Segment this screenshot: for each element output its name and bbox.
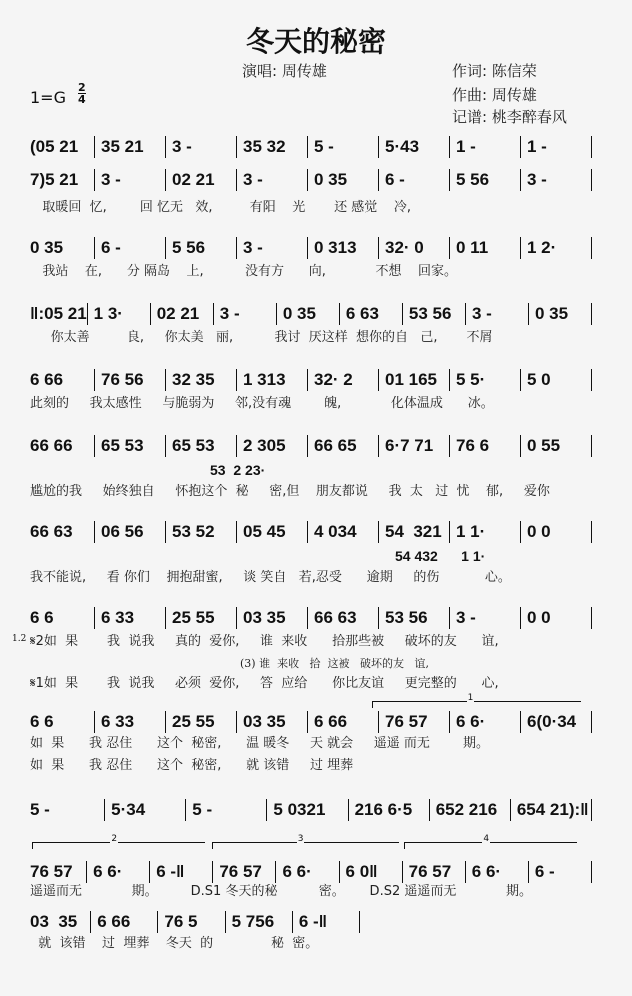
measure: 6 -‖ (293, 911, 360, 933)
measure: 25 55 (166, 711, 237, 733)
measure: 05 45 (237, 521, 308, 543)
measure: 6 66 (308, 711, 379, 733)
staff-row (30, 798, 592, 822)
measure: 216 6·5 (349, 799, 430, 821)
measure: 3 - (237, 169, 308, 191)
verse3-lyrics: (3) 谁 来收 拾 这被 破坏的友 谊, (240, 657, 430, 670)
measure: 3 - (166, 136, 237, 158)
measure: 53 56 (403, 303, 466, 325)
measure: 03 35 (237, 711, 308, 733)
measure: 0 35 (30, 237, 95, 259)
staff-row (30, 135, 592, 159)
lyrics-line: 你太善 良, 你太美 丽, 我讨 厌这样 想你的自 己, 不屑 (30, 330, 493, 345)
measure: 0 313 (308, 237, 379, 259)
measure: 6 -‖ (150, 861, 213, 883)
measure: 35 21 (95, 136, 166, 158)
measure: 0 11 (450, 237, 521, 259)
measure: 76 57 (403, 861, 466, 883)
measure: 2 305 (237, 435, 308, 457)
measure: 3 - (466, 303, 529, 325)
measure: 76 56 (95, 369, 166, 391)
measure: 5 - (30, 799, 105, 821)
measure: 1 - (521, 136, 592, 158)
lyrics-line: 我站 在, 分 隔岛 上, 没有方 向, 不想 回家。 (30, 264, 458, 279)
measure: 6 0‖ (340, 861, 403, 883)
lyrics-line: 我不能说, 看 你们 拥抱甜蜜, 谈 笑自 若,忍受 逾期 的伤 心。 (30, 570, 511, 585)
measure: 5 0 (521, 369, 592, 391)
lyricist-credit: 作词: 陈信荣 (452, 62, 537, 80)
measure: 5·34 (105, 799, 186, 821)
lyrics-line: 取暖回 忆, 回 忆无 效, 有阳 光 还 感觉 冷, (30, 200, 411, 215)
key-signature: 1=G (30, 88, 66, 107)
measure: 66 63 (30, 521, 95, 543)
staff-row (30, 434, 592, 458)
measure: 25 55 (166, 607, 237, 629)
measure: 6·7 71 (379, 435, 450, 457)
measure: 6 33 (95, 711, 166, 733)
measure: 6 66 (30, 369, 95, 391)
measure: 6 63 (340, 303, 403, 325)
measure: 66 63 (308, 607, 379, 629)
measure: 76 57 (30, 861, 87, 883)
measure: 66 65 (308, 435, 379, 457)
measure: 5 756 (226, 911, 293, 933)
volta-number: 2 (111, 834, 118, 844)
time-bottom: 4 (78, 93, 86, 106)
singer-credit: 演唱: 周传雄 (242, 62, 327, 80)
measure: 76 57 (213, 861, 276, 883)
measure: 6 6· (276, 861, 339, 883)
measure: 0 0 (521, 521, 592, 543)
measure: 7)5 21 (30, 169, 95, 191)
volta-bracket (372, 693, 581, 708)
measure: 5·43 (379, 136, 450, 158)
measure: 6(0·34 (521, 711, 592, 733)
staff-row (30, 910, 360, 934)
volta-number: 1 (467, 693, 474, 703)
measure: 6 - (529, 861, 592, 883)
lyrics-line: 尴尬的我 始终独自 怀抱这个 秘 密,但 朋友都说 我 太 过 忧 郁, 爱你 (30, 484, 550, 499)
transcriber-credit: 记谱: 桃李醉春风 (452, 108, 567, 126)
staff-row (30, 368, 592, 392)
volta-number: 4 (483, 834, 490, 844)
measure: 6 66 (91, 911, 158, 933)
measure: 6 - (95, 237, 166, 259)
measure: 5 - (308, 136, 379, 158)
staff-row (30, 710, 592, 734)
measure: 76 6 (450, 435, 521, 457)
measure: 66 66 (30, 435, 95, 457)
repeat-mark: 1.2 (12, 634, 27, 644)
lyrics-line: 遥遥而无 期。 D.S1 冬天的秘 密。 D.S2 遥遥而无 期。 (30, 884, 532, 899)
lyrics-line: 如 果 我 忍住 这个 秘密, 就 该错 过 埋葬 (30, 758, 354, 773)
measure: 01 165 (379, 369, 450, 391)
measure: 53 52 (166, 521, 237, 543)
measure: 1 - (450, 136, 521, 158)
measure: 1 313 (237, 369, 308, 391)
composer-credit: 作曲: 周传雄 (452, 86, 537, 104)
measure: 5 56 (166, 237, 237, 259)
song-title: 冬天的秘密 (245, 25, 386, 58)
measure: 35 32 (237, 136, 308, 158)
measure: 76 57 (379, 711, 450, 733)
time-top: 2 (78, 81, 86, 94)
staff-row (30, 860, 592, 884)
measure: 6 6 (30, 607, 95, 629)
measure: 5 5· (450, 369, 521, 391)
measure: 654 21):‖ (511, 799, 592, 821)
lyrics-line: 如 果 我 忍住 这个 秘密, 温 暖冬 天 就会 遥遥 而无 期。 (30, 736, 489, 751)
measure: 0 35 (308, 169, 379, 191)
staff-row (30, 520, 592, 544)
measure: 652 216 (430, 799, 511, 821)
lyrics-line: 𝄋2如 果 我 说我 真的 爱你, 谁 来收 拾那些被 破坏的友 谊, (30, 634, 499, 649)
measure: 3 - (450, 607, 521, 629)
staff-row (30, 236, 592, 260)
time-signature (78, 82, 86, 105)
alternate-notes: 53 2 23· (210, 462, 266, 478)
measure: 32· 0 (379, 237, 450, 259)
measure: 32 35 (166, 369, 237, 391)
measure: 54 321 (379, 521, 450, 543)
measure: 0 55 (521, 435, 592, 457)
measure: 6 33 (95, 607, 166, 629)
measure: 1 3· (88, 303, 151, 325)
measure: 02 21 (166, 169, 237, 191)
measure: 3 - (214, 303, 277, 325)
volta-number: 3 (297, 834, 304, 844)
measure: (05 21 (30, 136, 95, 158)
staff-row (30, 606, 592, 630)
measure: 6 6 (30, 711, 95, 733)
measure: 6 6· (87, 861, 150, 883)
measure: 3 - (95, 169, 166, 191)
measure: 4 034 (308, 521, 379, 543)
measure: 53 56 (379, 607, 450, 629)
measure: 5 - (186, 799, 267, 821)
measure: 65 53 (95, 435, 166, 457)
lyrics-line: 就 该错 过 埋葬 冬天 的 秘 密。 (30, 936, 319, 951)
measure: 03 35 (30, 911, 91, 933)
measure: 5 0321 (267, 799, 348, 821)
measure: 06 56 (95, 521, 166, 543)
volta-bracket (212, 834, 399, 849)
measure: 0 0 (521, 607, 592, 629)
measure: 03 35 (237, 607, 308, 629)
measure: ‖:05 21 (30, 304, 87, 323)
measure: 3 - (521, 169, 592, 191)
measure: 76 5 (158, 911, 225, 933)
measure: 1 2· (521, 237, 592, 259)
alternate-notes: 54 432 1 1· (395, 548, 486, 564)
lyrics-line: 此刻的 我太感性 与脆弱为 邻,没有魂 魄, 化体温成 冰。 (30, 396, 494, 411)
volta-bracket (32, 834, 205, 849)
measure: 0 35 (529, 303, 592, 325)
measure: 6 6· (450, 711, 521, 733)
measure: 6 6· (466, 861, 529, 883)
measure: 0 35 (277, 303, 340, 325)
measure: 5 56 (450, 169, 521, 191)
measure: 32· 2 (308, 369, 379, 391)
measure: 02 21 (151, 303, 214, 325)
measure: 65 53 (166, 435, 237, 457)
lyrics-line: 𝄋1如 果 我 说我 必须 爱你, 答 应给 你比友谊 更完整的 心, (30, 676, 499, 691)
measure: 3 - (237, 237, 308, 259)
measure: 1 1· (450, 521, 521, 543)
measure: 6 - (379, 169, 450, 191)
staff-row (30, 302, 592, 326)
volta-bracket (404, 834, 577, 849)
staff-row (30, 168, 592, 192)
